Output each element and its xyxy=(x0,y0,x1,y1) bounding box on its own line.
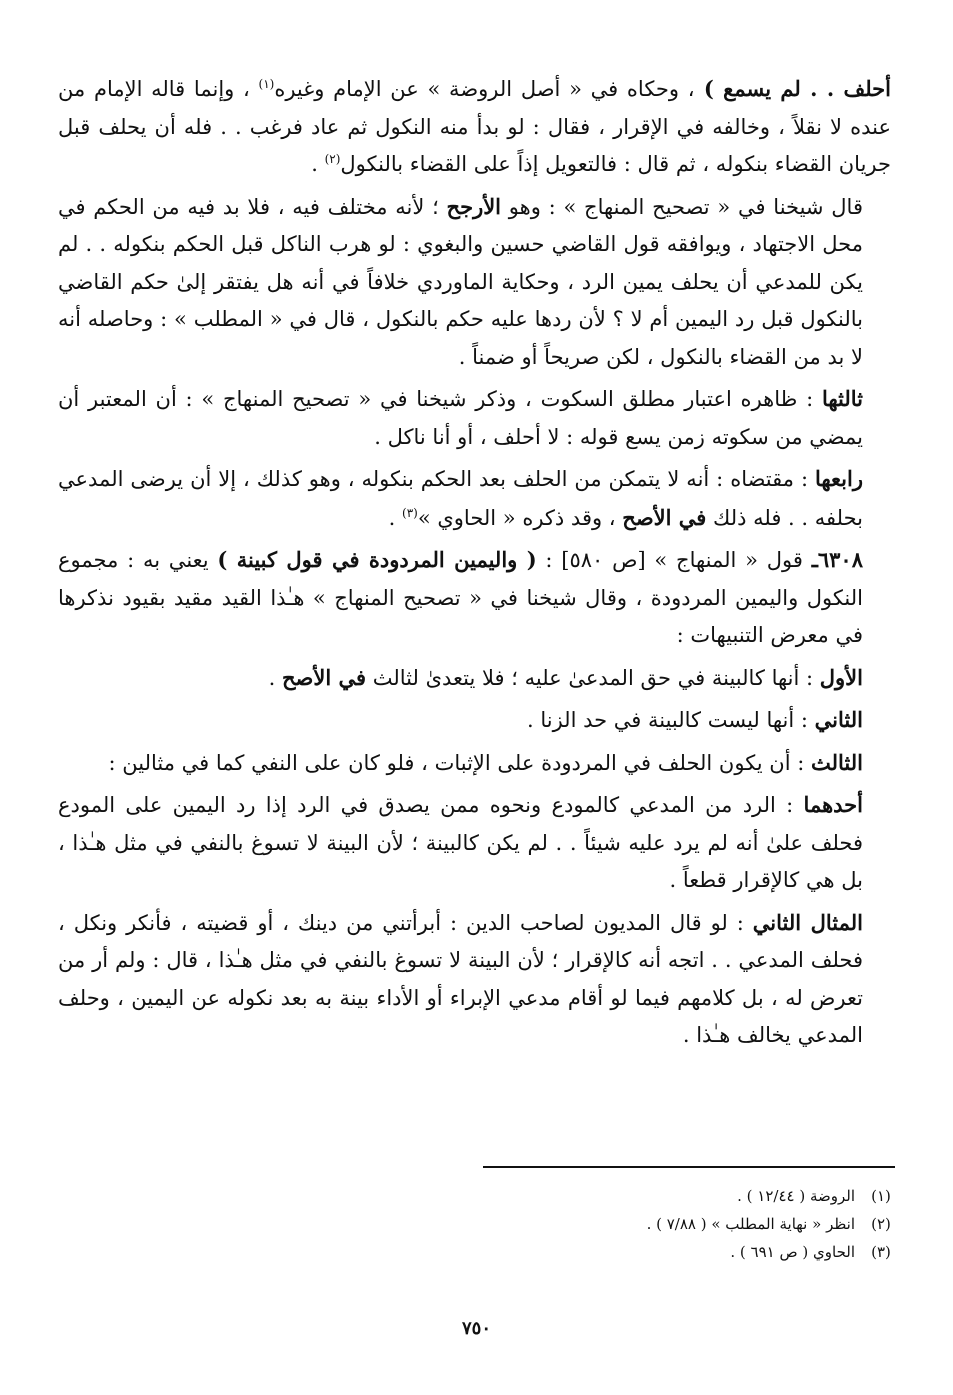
footnote-text: انظر « نهاية المطلب » ( ٧/٨٨ ) . xyxy=(646,1215,855,1233)
text: : مقتضاه : أنه لا يتمكن من الحلف بعد الحكم بنكوله ، وهو كذلك ، إلا أن يرضى المدعي بحلفه . . فله ذلك xyxy=(58,467,863,530)
main-text xyxy=(58,70,891,1059)
footnote-ref-1[interactable]: (١) xyxy=(258,77,275,91)
text: : الرد من المدعي كالمودع ونحوه ممن يصدق في الرد إذا رد اليمين على المودع فحلف علىٰ أنه لم يرد عليه شيئاً . . لم يكن كالبينة ؛ لأن البينة لا تسوغ بالنفي في مثل هـٰذا ، بل هي كالإقرار قطعاً . xyxy=(58,793,863,892)
list-item-3 xyxy=(58,744,891,783)
text: قول « المنهاج » [ص ٥٨٠] : xyxy=(536,548,812,572)
text: ، وقد ذكره « الحاوي » xyxy=(417,505,623,530)
text: : أن يكون الحلف في المردودة على الإثبات ، فلو كان على النفي كما في مثالين : xyxy=(108,750,811,775)
page-number: ٧٥٠ xyxy=(461,1318,491,1339)
paragraph-1 xyxy=(58,70,891,184)
text: ؛ لأنه مختلف فيه ، فلا بد فيه من الحكم في محل الاجتهاد ، ويوافقه قول القاضي حسين والبغوي : لو هرب الناكل قبل الحكم بنكوله . . لم يكن للمدعي أن يحلف يمين الرد ، وحكاية الماوردي خلافاً في أنه هل يفتقر إلىٰ حكم القاضي بالنكول قبل رد اليمين أم لا ؟ لأن ردها عليه حكم بالنكول ، قال في « المطلب » : وحاصله أنه لا بد من القضاء بالنكول ، لكن صريحاً أو ضمناً . xyxy=(58,194,863,369)
paragraph-7 xyxy=(58,904,891,1055)
footnote-number: (٢) xyxy=(871,1215,891,1233)
bold-term: في الأصح xyxy=(282,664,367,690)
text: . xyxy=(268,665,282,690)
text: : أنها كالبينة في حق المدعىٰ عليه ؛ فلا يتعدىٰ لثالث xyxy=(366,665,820,690)
footnote xyxy=(58,1238,895,1266)
footnotes xyxy=(58,1182,895,1266)
entry-number: ٦٣٠٨ـ xyxy=(811,547,863,572)
lead-text: أحدهما xyxy=(803,792,863,817)
footnote-number: (٣) xyxy=(871,1243,891,1261)
footnote-text: الحاوي ( ص ٦٩١ ) . xyxy=(730,1243,855,1261)
footnote-ref-3[interactable]: (٣) xyxy=(402,505,418,520)
lead-text: رابعها xyxy=(814,466,863,491)
lead-text: المثال الثاني xyxy=(752,909,863,935)
list-item-2 xyxy=(58,701,891,740)
paragraph-2 xyxy=(58,188,891,377)
text: يعني به : مجموع النكول واليمين المردودة ، وقال شيخنا في « تصحيح المنهاج » هـٰذا القيد مقيد بقيود نذكرها في معرض التنبيهات : xyxy=(58,548,863,647)
text: : أنها ليست كالبينة في حد الزنا . xyxy=(526,708,815,732)
paragraph-6 xyxy=(58,786,891,900)
paragraph-4 xyxy=(58,460,891,537)
footnote-divider xyxy=(483,1166,895,1168)
lead-text: أحلف . . لم يسمع ) xyxy=(694,76,891,101)
footnote-text: الروضة ( ١٢/٤٤ ) . xyxy=(737,1187,855,1205)
bold-term: الأرجح xyxy=(446,193,502,219)
text: : ظاهره اعتبار مطلق السكوت ، وذكر شيخنا في « تصحيح المنهاج » : أن المعتبر أن يمضي من سكوته زمن يسع قوله : لا أحلف ، أو أنا ناكل . xyxy=(58,387,863,449)
footnote xyxy=(58,1210,895,1238)
text: . xyxy=(388,505,402,530)
footnote-ref-2[interactable]: (٢) xyxy=(324,152,341,166)
text: ، وإنما قاله الإمام من عنده لا نقلاً ، وخالفه في الإقرار ، فقال : لو بدأ منه النكول ثم عاد فرغب . . فله أن يحلف قبل جريان القضاء بنكوله ، ثم قال : فالتعويل إذاً على القضاء بالنكول xyxy=(58,77,891,176)
text: قال شيخنا في « تصحيح المنهاج » : وهو xyxy=(501,194,863,219)
list-item-1 xyxy=(58,659,891,698)
lead-text: الثالث xyxy=(811,749,863,775)
quoted-text: ( واليمين المردودة في قول كبينة ) xyxy=(217,547,537,572)
text: . xyxy=(311,152,325,176)
bold-term: في الأصح xyxy=(622,504,707,530)
paragraph-5 xyxy=(58,541,891,655)
text: ، وحكاه في « أصل الروضة » عن الإمام وغيره xyxy=(274,77,695,101)
lead-text: الثاني xyxy=(814,707,863,732)
text: : لو قال المديون لصاحب الدين : أبرأتني من دينك ، أو قضيته ، فأنكر ونكل ، فحلف المدعي . . اتجه أنه كالإقرار ؛ لأن البينة لا تسوغ بالنفي في مثل هـٰذا ، قال : ولم أر من تعرض له ، بل كلامهم فيما لو أقام مدعي الإبراء أو الأداء بينة به بعد نكوله عن اليمين ، وحلف المدعي يخالف هـٰذا . xyxy=(58,910,863,1047)
lead-text: الأول xyxy=(819,664,863,690)
footnote xyxy=(58,1182,895,1210)
footnote-number: (١) xyxy=(871,1187,891,1205)
lead-text: ثالثها xyxy=(821,386,863,411)
paragraph-3 xyxy=(58,380,891,456)
